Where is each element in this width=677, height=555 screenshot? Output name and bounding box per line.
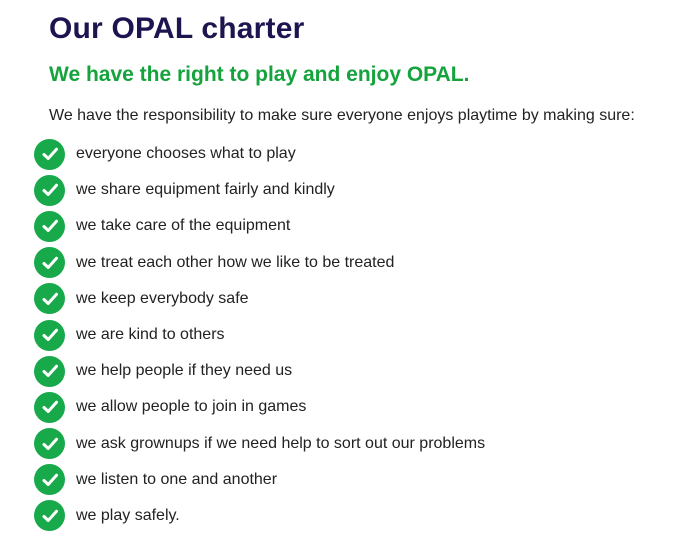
check-icon	[34, 392, 65, 423]
list-item-label: we treat each other how we like to be treated	[76, 253, 395, 271]
page-title: Our OPAL charter	[49, 12, 305, 45]
check-icon	[34, 247, 65, 278]
list-item	[34, 172, 485, 208]
list-item	[34, 245, 485, 281]
list-item-label: we play safely.	[76, 506, 180, 524]
check-icon	[34, 356, 65, 387]
check-icon	[34, 500, 65, 531]
list-item-label: we are kind to others	[76, 326, 225, 344]
list-item	[34, 426, 485, 462]
check-icon	[34, 320, 65, 351]
check-icon	[34, 428, 65, 459]
list-item-label: we help people if they need us	[76, 362, 293, 380]
list-item-label: everyone chooses what to play	[76, 145, 296, 163]
list-item	[34, 389, 485, 425]
check-icon	[34, 464, 65, 495]
list-item	[34, 208, 485, 244]
list-item-label: we ask grownups if we need help to sort out our problems	[76, 434, 486, 452]
list-item-label: we share equipment fairly and kindly	[76, 181, 335, 199]
list-item	[34, 353, 485, 389]
list-item	[34, 136, 485, 172]
check-icon	[34, 139, 65, 170]
check-icon	[34, 211, 65, 242]
list-item-label: we keep everybody safe	[76, 289, 249, 307]
charter-intro: We have the responsibility to make sure everyone enjoys playtime by making sure:	[49, 107, 635, 124]
list-item	[34, 498, 485, 534]
charter-list	[34, 136, 485, 534]
check-icon	[34, 283, 65, 314]
list-item-label: we allow people to join in games	[76, 398, 307, 416]
list-item-label: we listen to one and another	[76, 470, 278, 488]
list-item	[34, 462, 485, 498]
list-item-label: we take care of the equipment	[76, 217, 291, 235]
list-item	[34, 281, 485, 317]
list-item	[34, 317, 485, 353]
check-icon	[34, 175, 65, 206]
charter-subtitle: We have the right to play and enjoy OPAL.	[49, 63, 470, 86]
